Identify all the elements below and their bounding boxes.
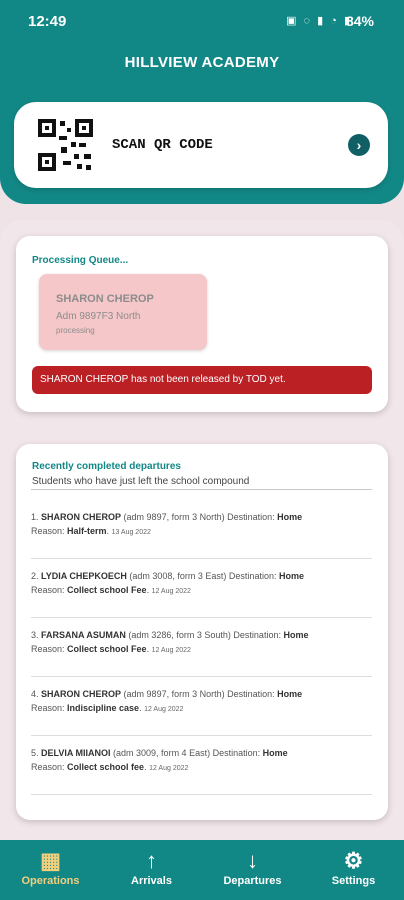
student-name: SHARON CHEROP (41, 689, 122, 699)
status-bar (0, 0, 404, 36)
date: 12 Aug 2022 (144, 706, 184, 713)
reason-label: Reason: (31, 703, 68, 713)
list-item[interactable]: 2. LYDIA CHEPKOECH (adm 3008, form 3 East) Destination: Home Reason: Collect school Fee. 12 Aug 2022 (31, 559, 372, 618)
list-item[interactable]: 1. SHARON CHEROP (adm 9897, form 3 North) Destination: Home Reason: Half-term. 13 Aug 2022 (31, 500, 372, 559)
reason-label: Reason: (31, 526, 68, 536)
nav-departures[interactable] (202, 850, 303, 887)
nav-label-arrivals: Arrivals (131, 875, 172, 887)
arrow-down-icon: ↓ (247, 848, 258, 873)
student-name: DELVIA MIIANOI (41, 748, 111, 758)
reason-label: Reason: (31, 762, 68, 772)
reason: Collect school fee (67, 762, 145, 772)
reason: Half-term (67, 526, 107, 536)
student-details: (adm 3286, form 3 South) Destination: (125, 630, 284, 640)
student-details: (adm 3009, form 4 East) Destination: (110, 748, 263, 758)
item-number: 1. (31, 512, 39, 522)
student-name: SHARON CHEROP (41, 512, 122, 522)
departures-card (16, 444, 388, 820)
destination: Home (277, 689, 303, 699)
grid-icon: ▦ (40, 848, 61, 873)
date: 12 Aug 2022 (151, 588, 191, 595)
item-number: 4. (31, 689, 39, 699)
nav-arrivals[interactable] (101, 850, 202, 887)
app-title: HILLVIEW ACADEMY (124, 54, 280, 71)
destination: Home (277, 512, 303, 522)
date: 13 Aug 2022 (111, 529, 151, 536)
processing-queue-card (16, 236, 388, 412)
student-details: (adm 9897, form 3 North) Destination: (121, 512, 278, 522)
reason: Collect school Fee (67, 644, 147, 654)
processing-student-chip[interactable] (39, 274, 207, 350)
list-item[interactable]: 4. SHARON CHEROP (adm 9897, form 3 North) Destination: Home Reason: Indiscipline case. 12 Aug 2022 (31, 677, 372, 736)
date: 12 Aug 2022 (151, 647, 191, 654)
destination: Home (283, 630, 309, 640)
arrow-up-icon: ↑ (146, 848, 157, 873)
status-time: 12:49 (28, 13, 67, 30)
item-number: 2. (31, 571, 39, 581)
bottom-navigation (0, 840, 404, 900)
battery-level: 84% (345, 13, 374, 29)
queue-title: Processing Queue... (32, 255, 129, 266)
status-icons: ▣ ◌ ▮ ◔ ▮ (286, 15, 352, 27)
processing-status: processing (56, 326, 95, 335)
departures-subtitle: Students who have just left the school compound (32, 476, 250, 487)
student-name: LYDIA CHEPKOECH (41, 571, 127, 581)
divider (31, 489, 372, 490)
nav-label-departures: Departures (223, 875, 282, 887)
reason-label: Reason: (31, 585, 68, 595)
nav-label-settings: Settings (331, 875, 376, 887)
student-adm: Adm 9897F3 North (56, 311, 141, 322)
scan-qr-label: SCAN QR CODE (112, 137, 213, 153)
student-name: SHARON CHEROP (56, 293, 154, 305)
departures-list (31, 500, 372, 795)
item-number: 3. (31, 630, 39, 640)
student-details: (adm 9897, form 3 North) Destination: (121, 689, 278, 699)
student-name: FARSANA ASUMAN (41, 630, 126, 640)
student-details: (adm 3008, form 3 East) Destination: (126, 571, 279, 581)
reason: Collect school Fee (67, 585, 147, 595)
date: 12 Aug 2022 (149, 765, 189, 772)
header (0, 36, 404, 204)
item-number: 5. (31, 748, 39, 758)
list-item[interactable]: 3. FARSANA ASUMAN (adm 3286, form 3 South) Destination: Home Reason: Collect school Fee. 12 Aug 2022 (31, 618, 372, 677)
release-alert: SHARON CHEROP has not been released by TOD yet. (32, 366, 372, 394)
nav-operations[interactable] (0, 850, 101, 887)
destination: Home (262, 748, 288, 758)
departures-title: Recently completed departures (32, 461, 181, 472)
nav-label-operations: Operations (21, 875, 80, 887)
chevron-right-icon[interactable]: › (348, 134, 370, 156)
nav-settings[interactable] (303, 850, 404, 887)
list-item[interactable]: 5. DELVIA MIIANOI (adm 3009, form 4 East) Destination: Home Reason: Collect school fee. 12 Aug 2022 (31, 736, 372, 795)
reason-label: Reason: (31, 644, 68, 654)
qr-code-icon (38, 119, 93, 171)
reason: Indiscipline case (67, 703, 140, 713)
gear-icon: ⚙ (343, 848, 364, 873)
scan-qr-button[interactable] (14, 102, 388, 188)
destination: Home (278, 571, 304, 581)
